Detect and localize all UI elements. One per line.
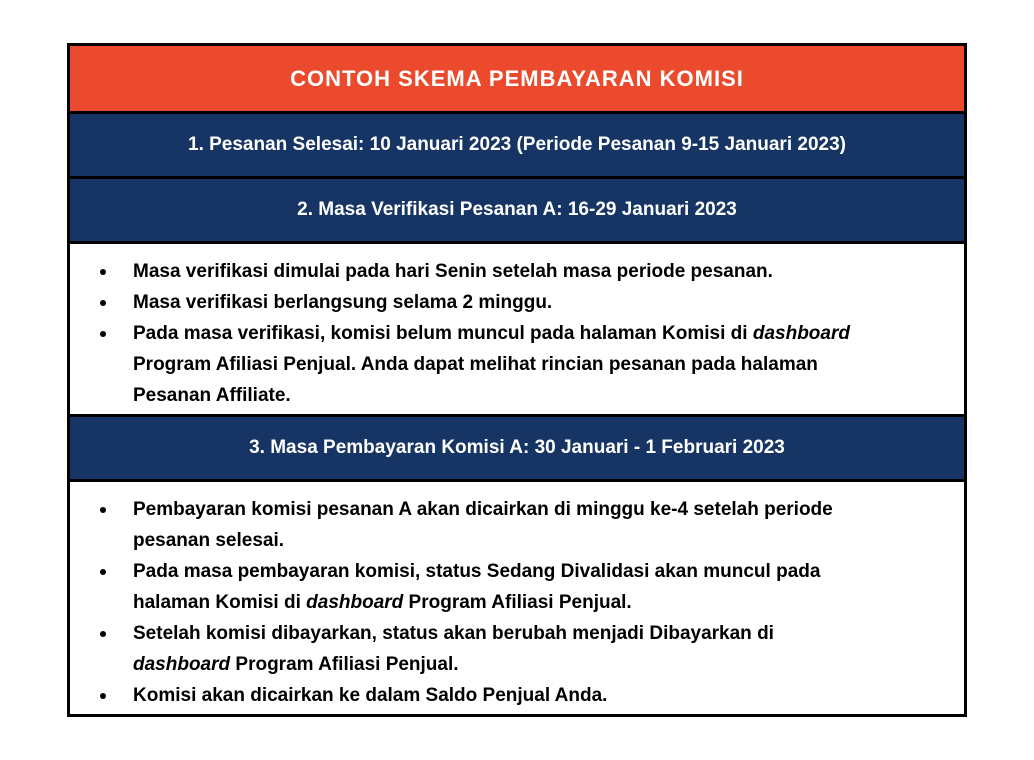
list-item bbox=[133, 494, 956, 556]
text-segment: halaman Komisi di bbox=[133, 592, 307, 613]
verification-notes-section bbox=[70, 241, 964, 414]
table-title: CONTOH SKEMA PEMBAYARAN KOMISI bbox=[290, 65, 744, 91]
list-item bbox=[133, 287, 956, 318]
text-segment: Program Afiliasi Penjual. bbox=[403, 592, 632, 613]
text-segment: Setelah komisi dibayarkan, status akan berubah menjadi Dibayarkan di bbox=[133, 623, 774, 644]
list-item bbox=[133, 618, 956, 680]
list-item bbox=[133, 256, 956, 287]
payment-notes-list bbox=[70, 494, 956, 711]
italic-text-segment: dashboard bbox=[752, 323, 850, 344]
text-segment: Pada masa verifikasi, komisi belum muncul pada halaman Komisi di bbox=[133, 323, 753, 344]
text-segment: Pesanan Affiliate. bbox=[133, 385, 291, 406]
text-segment: Masa verifikasi dimulai pada hari Senin setelah masa periode pesanan. bbox=[133, 261, 773, 282]
step-3-row bbox=[70, 414, 964, 479]
text-segment: pesanan selesai. bbox=[133, 530, 285, 551]
step-1-row bbox=[70, 111, 964, 176]
step-2-label: 2. Masa Verifikasi Pesanan A: 16-29 Januari 2023 bbox=[297, 199, 737, 220]
text-segment: Masa verifikasi berlangsung selama 2 minggu. bbox=[133, 292, 553, 313]
table-header-row bbox=[70, 46, 964, 111]
list-item bbox=[133, 318, 956, 411]
text-segment: Program Afiliasi Penjual. Anda dapat melihat rincian pesanan pada halaman bbox=[133, 354, 818, 375]
text-segment: Program Afiliasi Penjual. bbox=[230, 654, 459, 675]
commission-scheme-table bbox=[67, 43, 967, 717]
text-segment: Pada masa pembayaran komisi, status Sedang Divalidasi akan muncul pada bbox=[133, 561, 821, 582]
list-item bbox=[133, 556, 956, 618]
list-item bbox=[133, 680, 956, 711]
italic-text-segment: dashboard bbox=[133, 654, 231, 675]
verification-notes-list bbox=[70, 256, 956, 411]
italic-text-segment: dashboard bbox=[306, 592, 404, 613]
step-1-label: 1. Pesanan Selesai: 10 Januari 2023 (Periode Pesanan 9-15 Januari 2023) bbox=[188, 134, 846, 155]
text-segment: Komisi akan dicairkan ke dalam Saldo Penjual Anda. bbox=[133, 685, 608, 706]
text-segment: Pembayaran komisi pesanan A akan dicairkan di minggu ke-4 setelah periode bbox=[133, 499, 833, 520]
step-3-label: 3. Masa Pembayaran Komisi A: 30 Januari - 1 Februari 2023 bbox=[249, 437, 785, 458]
step-2-row bbox=[70, 176, 964, 241]
payment-notes-section bbox=[70, 479, 964, 714]
